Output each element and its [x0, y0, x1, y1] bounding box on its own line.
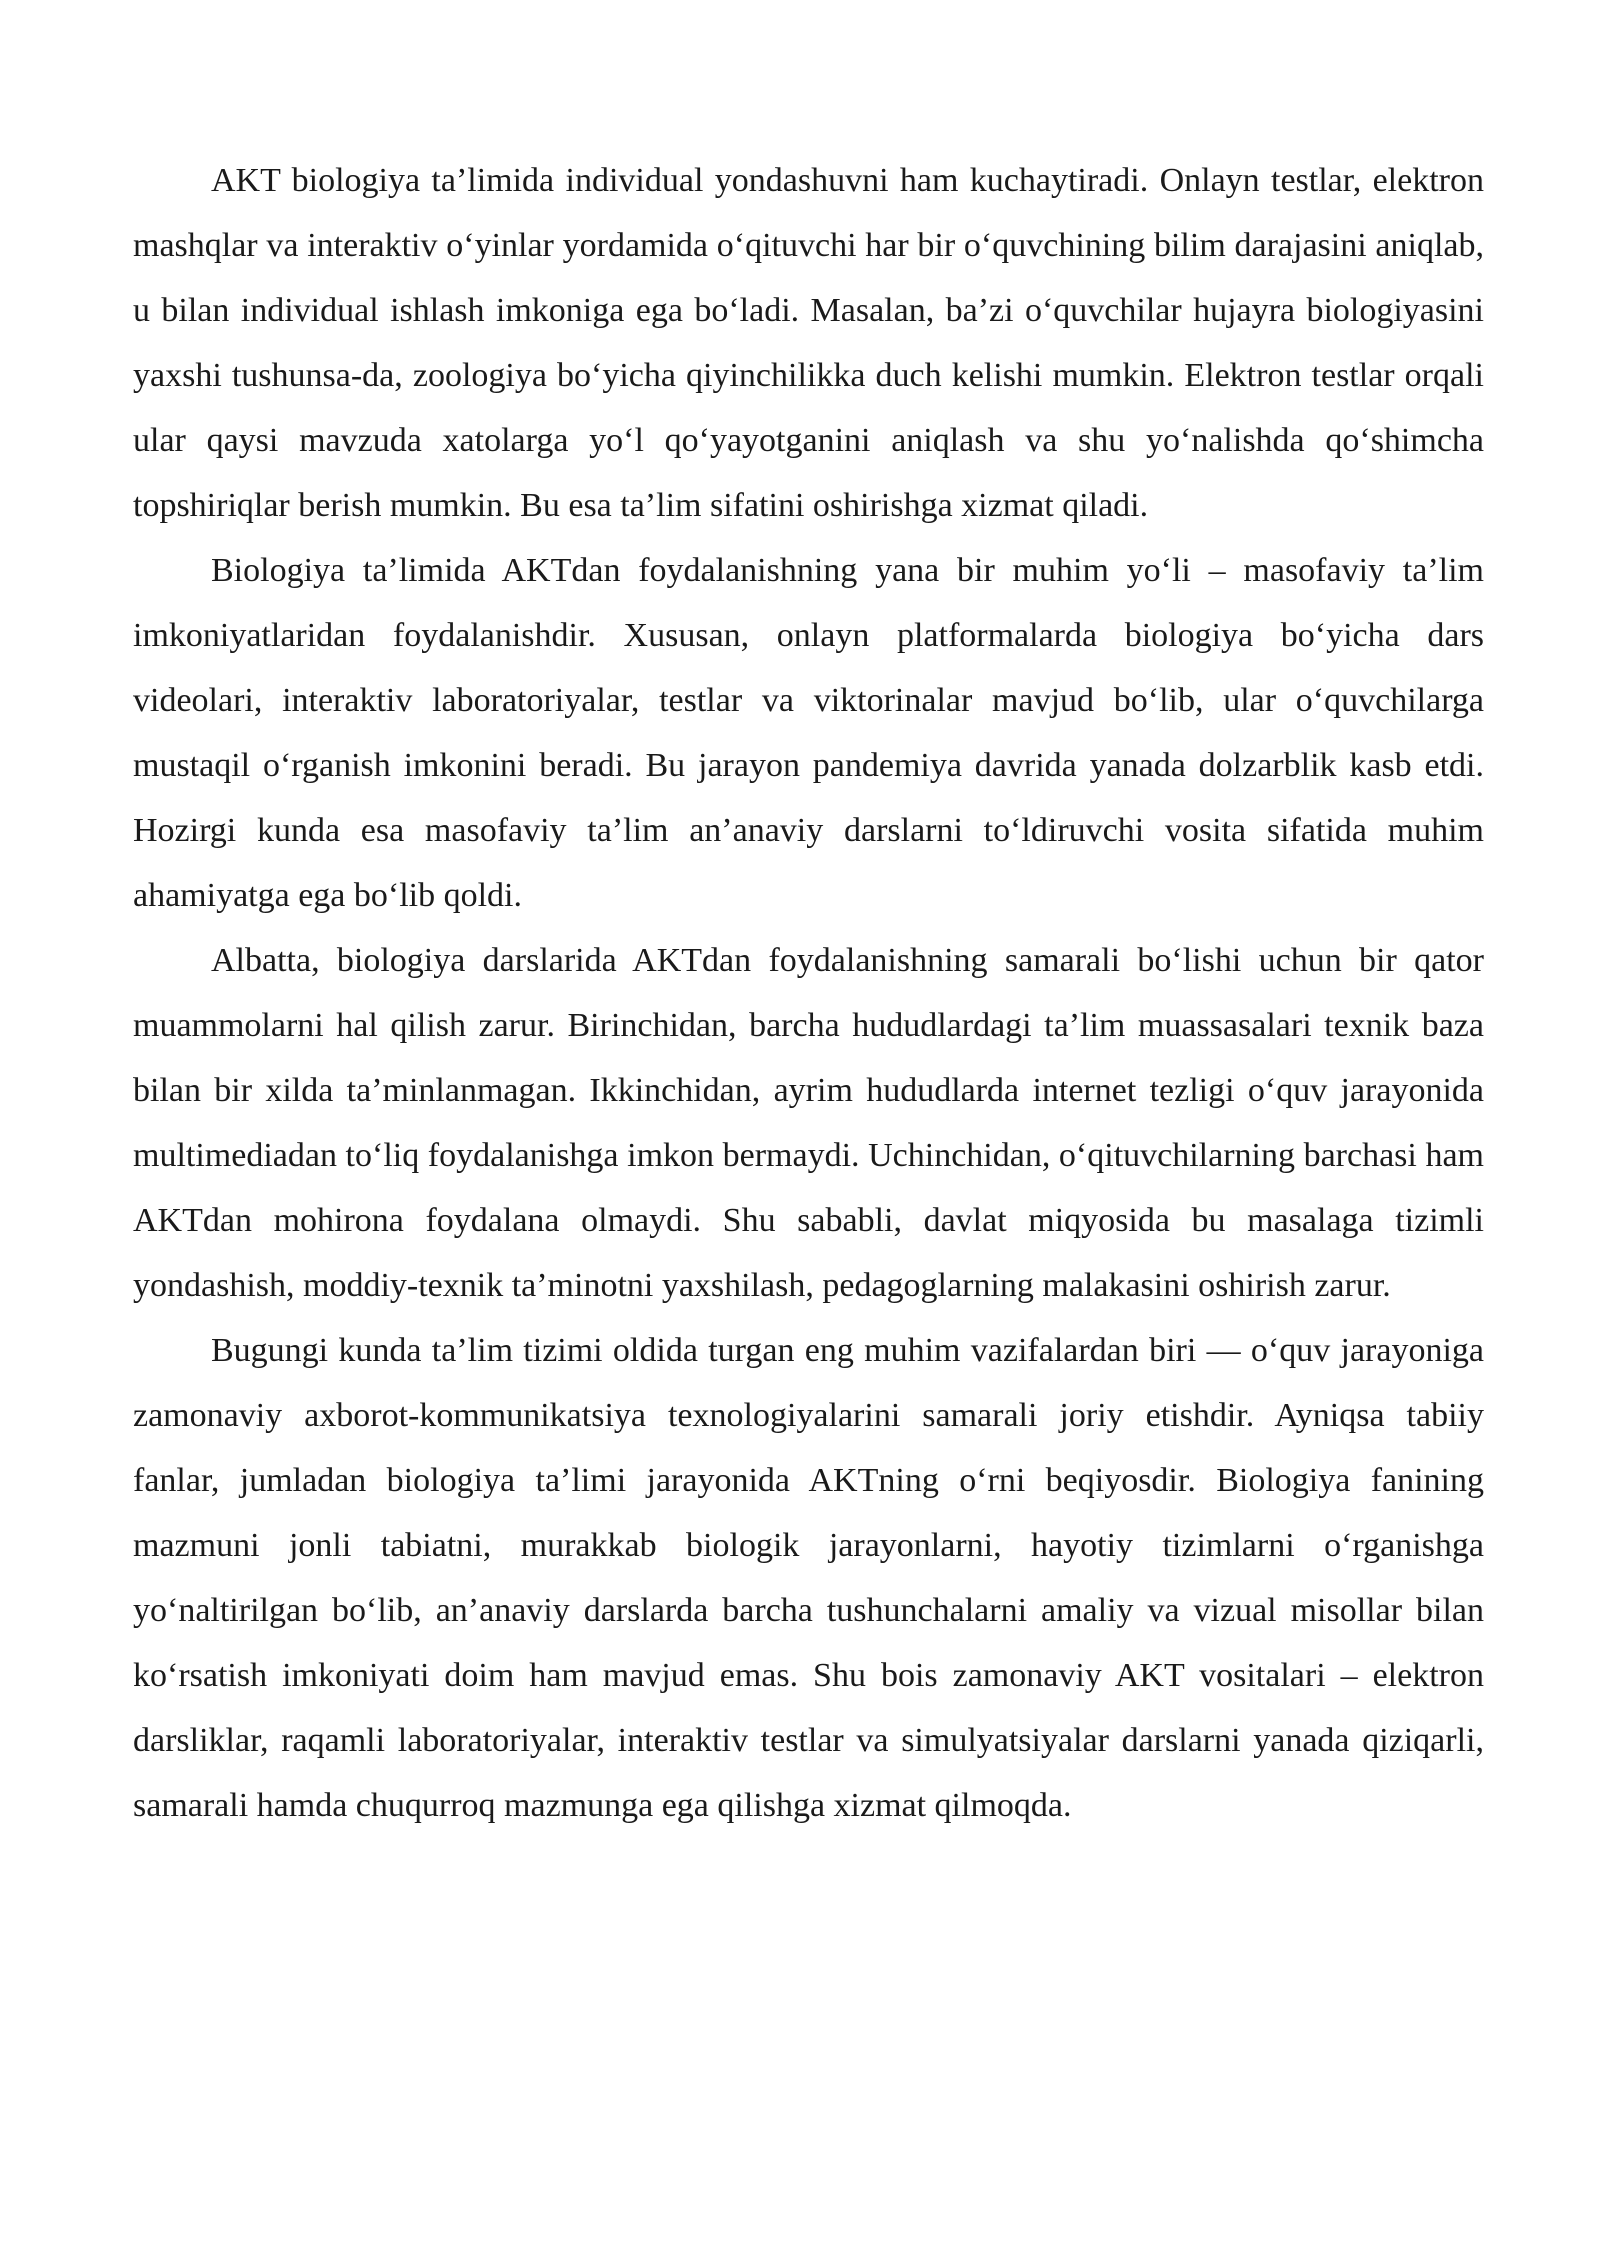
paragraph: Bugungi kunda ta’lim tizimi oldida turgan eng muhim vazifalardan biri — o‘quv jarayoniga zamonaviy axborot-kommunikatsiya texnologiyalarini samarali joriy etishdir. Ayniqsa tabiiy fanlar, jumladan biologiya ta’limi jarayonida AKTning o‘rni beqiyosdir. Biologiya fanining mazmuni jonli tabiatni, murakkab biologik jarayonlarni, hayotiy tizimlarni o‘rganishga yo‘naltirilgan bo‘lib, an’anaviy darslarda barcha tushunchalarni amaliy va vizual misollar bilan ko‘rsatish imkoniyati doim ham mavjud emas. Shu bois zamonaviy AKT vositalari – elektron darsliklar, raqamli laboratoriyalar, interaktiv testlar va simulyatsiyalar darslarni yanada qiziqarli, samarali hamda chuqurroq mazmunga ega qilishga xizmat qilmoqda. — [133, 1332, 1484, 1824]
paragraph: Albatta, biologiya darslarida AKTdan foydalanishning samarali bo‘lishi uchun bir qator muammolarni hal qilish zarur. Birinchidan, barcha hududlardagi ta’lim muassasalari texnik baza bilan bir xilda ta’minlanmagan. Ikkinchidan, ayrim hududlarda internet tezligi o‘quv jarayonida multimediadan to‘liq foydalanishga imkon bermaydi. Uchinchidan, o‘qituvchilarning barchasi ham AKTdan mohirona foydalana olmaydi. Shu sababli, davlat miqyosida bu masalaga tizimli yondashish, moddiy-texnik ta’minotni yaxshilash, pedagoglarning malakasini oshirish zarur. — [133, 942, 1484, 1304]
paragraph: Biologiya ta’limida AKTdan foydalanishning yana bir muhim yo‘li – masofaviy ta’lim imkoniyatlaridan foydalanishdir. Xususan, onlayn platformalarda biologiya bo‘yicha dars videolari, interaktiv laboratoriyalar, testlar va viktorinalar mavjud bo‘lib, ular o‘quvchilarga mustaqil o‘rganish imkonini beradi. Bu jarayon pandemiya davrida yanada dolzarblik kasb etdi. Hozirgi kunda esa masofaviy ta’lim an’anaviy darslarni to‘ldiruvchi vosita sifatida muhim ahamiyatga ega bo‘lib qoldi. — [133, 552, 1484, 914]
paragraph: AKT biologiya ta’limida individual yondashuvni ham kuchaytiradi. Onlayn testlar, elektron mashqlar va interaktiv o‘yinlar yordamida o‘qituvchi har bir o‘quvchining bilim darajasini aniqlab, u bilan individual ishlash imkoniga ega bo‘ladi. Masalan, ba’zi o‘quvchilar hujayra biologiyasini yaxshi tushunsa-da, zoologiya bo‘yicha qiyinchilikka duch kelishi mumkin. Elektron testlar orqali ular qaysi mavzuda xatolarga yo‘l qo‘yayotganini aniqlash va shu yo‘nalishda qo‘shimcha topshiriqlar berish mumkin. Bu esa ta’lim sifatini oshirishga xizmat qiladi. — [133, 162, 1484, 524]
